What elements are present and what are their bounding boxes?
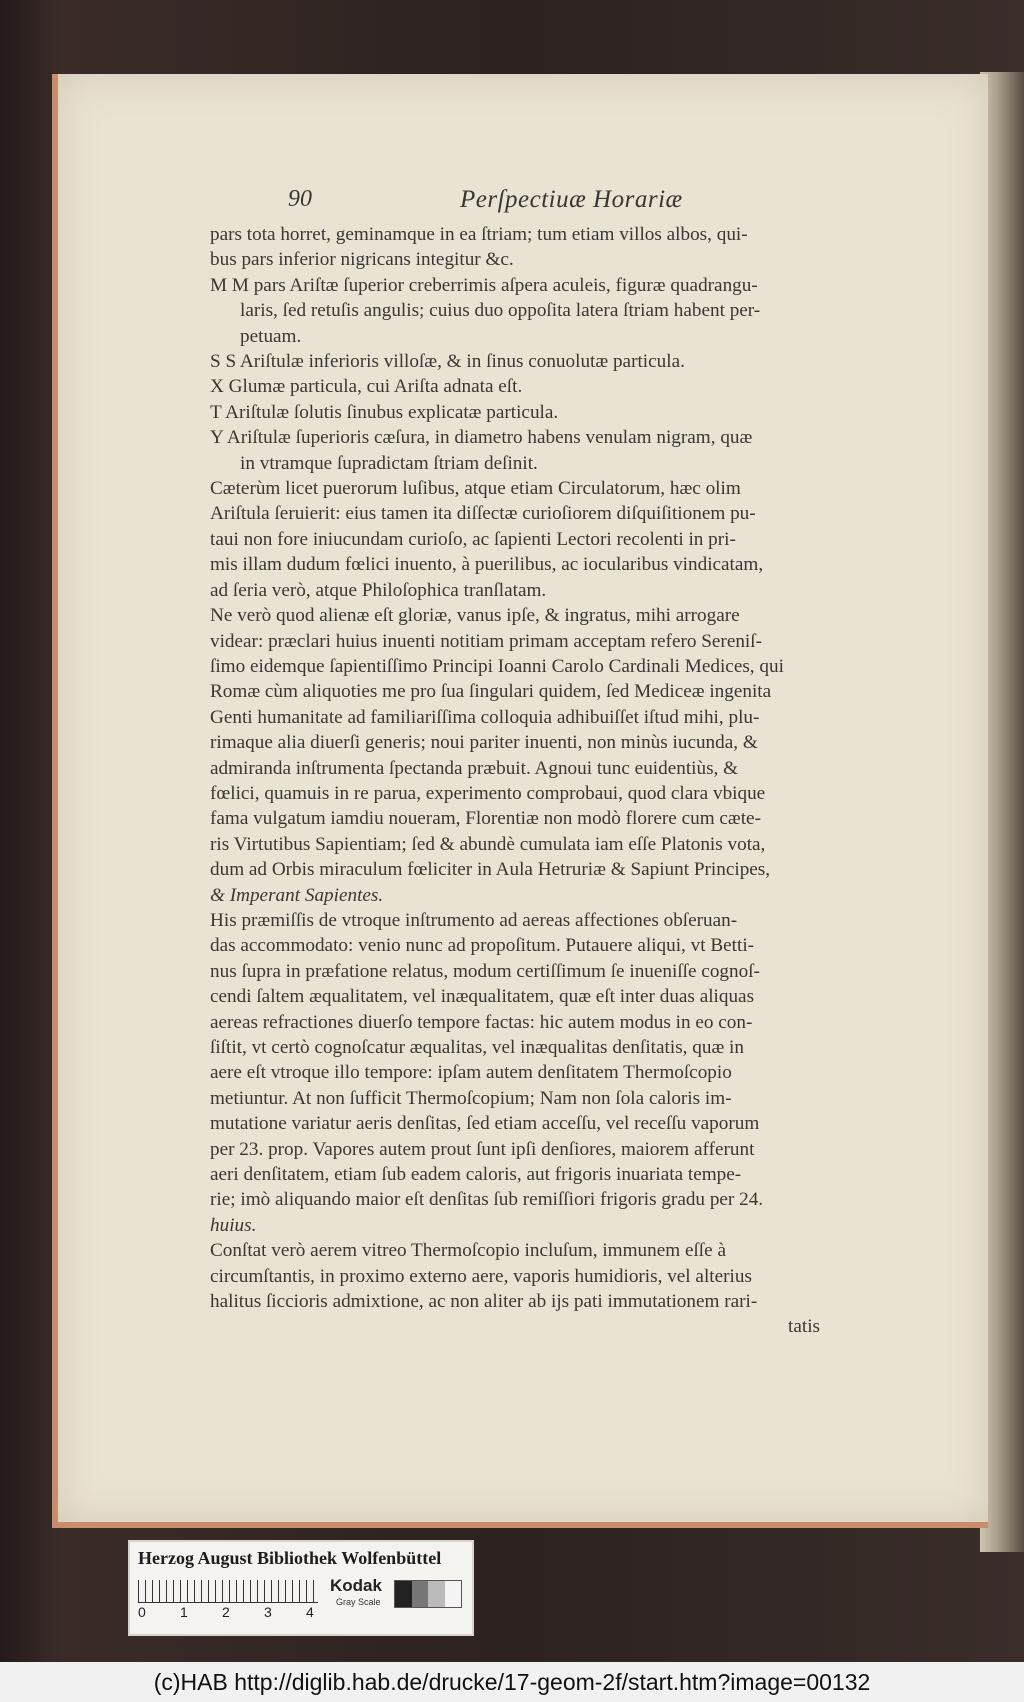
kodak-logo: Kodak [330, 1576, 382, 1595]
text-line: Ariſtula ſeruierit: eius tamen ita diſſectæ curioſiorem diſquiſitionem pu- [210, 503, 756, 525]
copyright-footer: (c)HAB http://diglib.hab.de/drucke/17-geom-2f/start.htm?image=00132 [0, 1662, 1024, 1702]
gray-swatch [395, 1581, 412, 1607]
text-line: rie; imò aliquando maior eſt denſitas ſub remiſſiori frigoris gradu per 24. [210, 1189, 764, 1211]
page-text [210, 186, 916, 1340]
text-line: halitus ſiccioris admixtione, ac non aliter ab ijs pati immutationem rari- [210, 1291, 758, 1313]
text-line: ris Virtutibus Sapientiam; ſed & abundè cumulata iam eſſe Platonis vota, [210, 833, 766, 855]
paragraph-ceterum [210, 476, 916, 603]
text-line: per 23. prop. Vapores autem prout ſunt ipſi denſiores, maiorem afferunt [210, 1138, 755, 1160]
text-line: mutatione variatur aeris denſitas, ſed etiam acceſſu, vel receſſu vaporum [210, 1113, 760, 1135]
text-line: videar: præclari huius inuenti notitiam primam acceptam refero Sereniſ- [210, 630, 762, 652]
legend-entry-y [210, 425, 916, 476]
text-line: ſiſtit, vt certò cognoſcatur æqualitas, vel inæqualitas denſitatis, quæ in [210, 1037, 744, 1058]
gray-swatch [445, 1581, 462, 1607]
text-line: M M pars Ariſtæ ſuperior creberrimis aſpera aculeis, figuræ quadrangu- [210, 274, 758, 296]
text-line: ad ſeria verò, atque Philoſophica tranſlatam. [210, 579, 547, 601]
paragraph-ne-vero [210, 603, 916, 908]
ruler-number: 2 [222, 1604, 230, 1620]
ruler-number: 1 [180, 1604, 188, 1620]
legend-entry-ss [210, 349, 916, 374]
text-line: aereas refractiones diuerſo tempore factas: hic autem modus in eo con- [210, 1011, 753, 1033]
text-line: in vtramque ſupradictam ſtriam deſinit. [240, 452, 538, 474]
legend-entry-t [210, 400, 916, 425]
text-line: pars tota horret, geminamque in ea ſtriam; tum etiam villos albos, qui- [210, 224, 748, 245]
text-line: fœlici, quamuis in re parua, experimento comprobaui, quod clara vbique [210, 782, 766, 804]
text-line: metiuntur. At non ſufficit Thermoſcopium; Nam non ſola caloris im- [210, 1087, 732, 1109]
text-line: ſimo eidemque ſapientiſſimo Principi Ioanni Carolo Cardinali Medices, qui [210, 655, 784, 677]
text-line: bus pars inferior nigricans integitur &c. [210, 249, 514, 271]
gray-swatch [428, 1581, 445, 1607]
text-line: Cæterùm licet puerorum luſibus, atque etiam Circulatorum, hæc olim [210, 478, 741, 500]
running-title: Perſpectiuæ Horariæ [460, 186, 683, 213]
library-color-card [128, 1540, 474, 1636]
text-line: nus ſupra in præfatione relatus, modum certiſſimum ſe inueniſſe cognoſ- [210, 960, 760, 982]
text-line: rimaque alia diuerſi generis; noui pariter inuenti, non minùs iucunda, & [210, 732, 758, 754]
text-line: dum ad Orbis miraculum fœliciter in Aula Hetruriæ & Sapiunt Principes, [210, 859, 771, 881]
text-line: Genti humanitate ad familiariſſima colloquia adhibuiſſet iſtud mihi, plu- [210, 706, 760, 728]
gray-swatch [412, 1581, 429, 1607]
text-line: aeri denſitatem, etiam ſub eadem caloris, aut frigoris inuariata tempe- [210, 1164, 742, 1186]
scale-ruler [138, 1580, 318, 1603]
kodak-subtitle: Gray Scale [336, 1597, 381, 1607]
text-line: cendi ſaltem æqualitatem, vel inæqualitatem, quæ eſt inter duas aliquas [210, 986, 755, 1008]
text-line: T Ariſtulæ ſolutis ſinubus explicatæ particula. [210, 401, 559, 423]
text-line: S S Ariſtulæ inferioris villoſæ, & in ſinus conuolutæ particula. [210, 351, 685, 373]
text-line: Y Ariſtulæ ſuperioris cæſura, in diametro habens venulam nigram, quæ [210, 427, 753, 449]
page-number: 90 [288, 186, 312, 212]
text-line: X Glumæ particula, cui Ariſta adnata eſt. [210, 376, 523, 398]
gray-scale-swatches [394, 1580, 462, 1608]
text-line: mis illam dudum fœlici inuento, à puerilibus, ac iocularibus vindicatam, [210, 554, 764, 576]
running-head [210, 186, 916, 222]
paragraph-constat [210, 1238, 916, 1340]
text-line: das accommodato: venio nunc ad propoſitum. Putauere aliqui, vt Betti- [210, 935, 755, 957]
ruler-number: 3 [264, 1604, 272, 1620]
ruler-number: 4 [306, 1604, 314, 1620]
text-line: taui non fore iniucundam curioſo, ac ſapienti Lectori recolenti in pri- [210, 528, 736, 550]
ruler-number: 0 [138, 1604, 146, 1620]
text-line: His præmiſſis de vtroque inſtrumento ad aereas affectiones obſeruan- [210, 909, 738, 931]
text-line: fama vulgatum iamdiu noueram, Florentiæ non modò florere cum cæte- [210, 808, 761, 830]
catchword: tatis [788, 1316, 820, 1338]
text-line: aere eſt vtroque illo tempore: ipſam autem denſitatem Thermoſcopio [210, 1062, 732, 1084]
text-line: Conſtat verò aerem vitreo Thermoſcopio incluſum, immunem eſſe à [210, 1240, 726, 1262]
legend-entry-mm [210, 273, 916, 349]
text-line: & Imperant Sapientes. [210, 884, 384, 906]
text-line: admiranda inſtrumenta ſpectanda præbuit. Agnoui tunc euidentiùs, & [210, 757, 739, 779]
text-line: Ne verò quod alienæ eſt gloriæ, vanus ipſe, & ingratus, mihi arrogare [210, 605, 740, 627]
text-line: laris, ſed retuſis angulis; cuius duo oppoſita latera ſtriam habent per- [240, 300, 761, 322]
paragraph-his-praemissis [210, 908, 916, 1238]
text-line: Romæ cùm aliquoties me pro ſua ſingulari quidem, ſed Mediceæ ingenita [210, 681, 772, 703]
library-name: Herzog August Bibliothek Wolfenbüttel [138, 1548, 442, 1568]
text-line: petuam. [240, 325, 302, 347]
paragraph-intro [210, 222, 916, 273]
legend-entry-x [210, 374, 916, 399]
text-line: huius. [210, 1214, 257, 1236]
text-line: circumſtantis, in proximo externo aere, vaporis humidioris, vel alterius [210, 1265, 752, 1287]
